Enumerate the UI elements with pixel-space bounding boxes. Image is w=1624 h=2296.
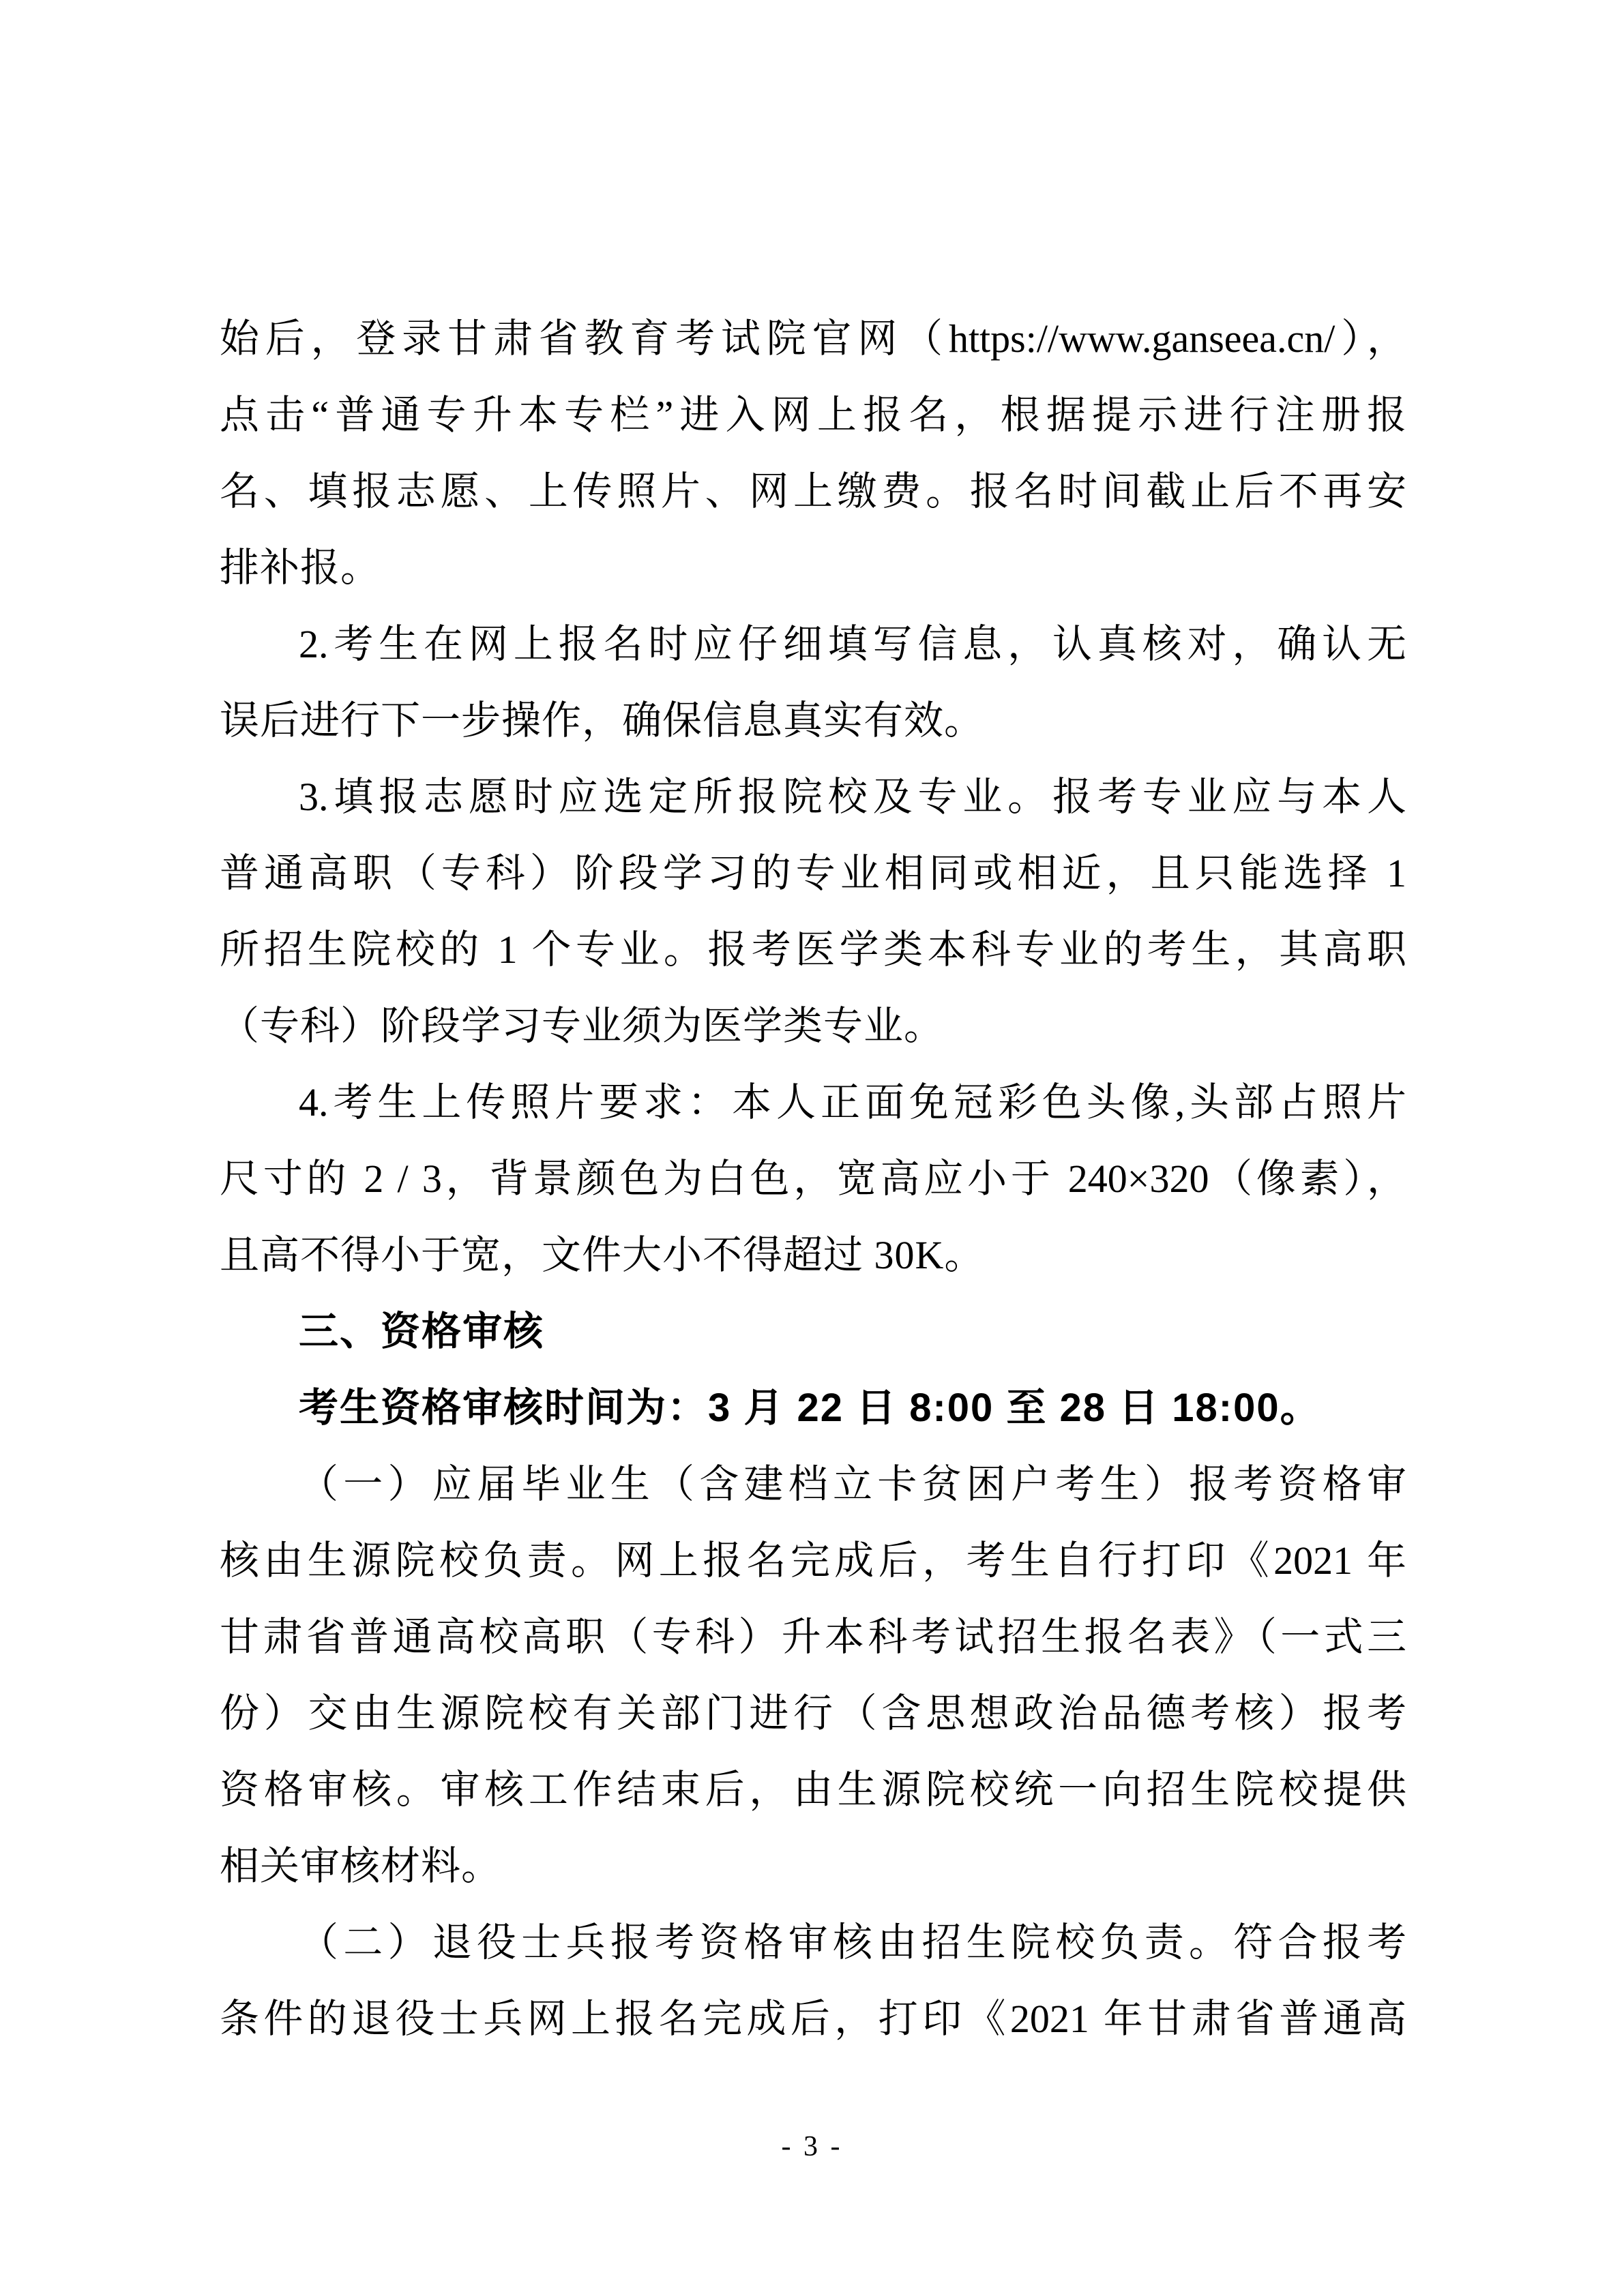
- document-line: （一）应届毕业生（含建档立卡贫困户考生）报考资格审: [299, 1462, 1406, 1506]
- document-line: 2.考生在网上报名时应仔细填写信息，认真核对，确认无: [299, 622, 1406, 666]
- document-line: 尺寸的 2 / 3，背景颜色为白色，宽高应小于 240×320（像素），: [220, 1157, 1406, 1201]
- document-line: 且高不得小于宽，文件大小不得超过 30K。: [220, 1233, 985, 1277]
- document-body: [220, 301, 1406, 2057]
- document-line: 三、资格审核: [299, 1309, 545, 1354]
- document-line: 点击“普通专升本专栏”进入网上报名，根据提示进行注册报: [220, 393, 1406, 437]
- document-line: 所招生院校的 1 个专业。报考医学类本科专业的考生，其高职: [220, 927, 1406, 972]
- document-line: 核由生源院校负责。网上报名完成后，考生自行打印《2021 年: [220, 1538, 1406, 1583]
- document-line: 误后进行下一步操作，确保信息真实有效。: [220, 698, 985, 743]
- document-line: 3.填报志愿时应选定所报院校及专业。报考专业应与本人: [299, 775, 1406, 819]
- document-line: （专科）阶段学习专业须为医学类专业。: [220, 1004, 945, 1048]
- document-line: 名、填报志愿、上传照片、网上缴费。报名时间截止后不再安: [220, 469, 1406, 513]
- document-line: 排补报。: [220, 546, 381, 590]
- document-line: 甘肃省普通高校高职（专科）升本科考试招生报名表》（一式三: [220, 1615, 1406, 1659]
- document-line: （二）退役士兵报考资格审核由招生院校负责。符合报考: [299, 1920, 1406, 1965]
- document-line: 4.考生上传照片要求：本人正面免冠彩色头像,头部占照片: [299, 1080, 1406, 1124]
- document-line: 资格审核。审核工作结束后，由生源院校统一向招生院校提供: [220, 1768, 1406, 1812]
- page-number: - 3 -: [781, 2131, 843, 2162]
- document-line: 条件的退役士兵网上报名完成后，打印《2021 年甘肃省普通高: [220, 1997, 1406, 2041]
- document-line: 普通高职（专科）阶段学习的专业相同或相近，且只能选择 1: [220, 851, 1406, 895]
- document-line: 始后，登录甘肃省教育考试院官网（https://www.ganseea.cn/），: [220, 316, 1406, 361]
- document-line: 考生资格审核时间为：3 月 22 日 8:00 至 28 日 18:00。: [299, 1386, 1321, 1430]
- document-line: 份）交由生源院校有关部门进行（含思想政治品德考核）报考: [220, 1691, 1406, 1735]
- document-line: 相关审核材料。: [220, 1844, 502, 1888]
